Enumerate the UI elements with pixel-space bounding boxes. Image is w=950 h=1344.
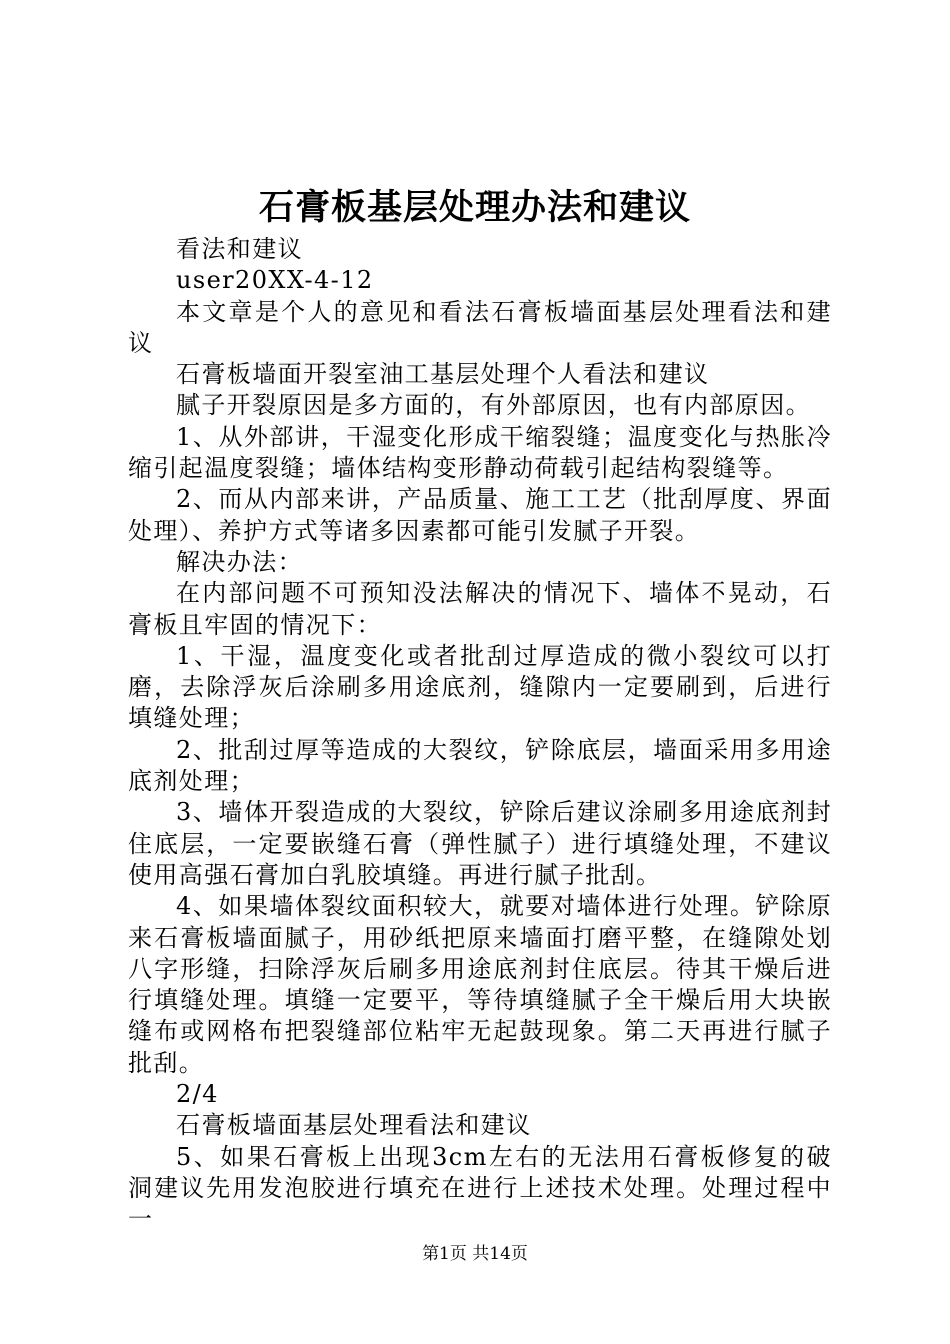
paragraph: 看法和建议 <box>176 235 303 263</box>
paragraph: 腻子开裂原因是多方面的，有外部原因，也有内部原因。 <box>176 391 811 420</box>
paragraph: 1、干湿，温度变化或者批刮过厚造成的微小裂纹可以打磨，去除浮灰后涂刷多用途底剂，缝隙内一定要刷到，后进行填缝处理； <box>128 641 832 733</box>
page-footer: 第1页 共14页 <box>422 1244 528 1264</box>
paragraph: 1、从外部讲，干湿变化形成干缩裂缝；温度变化与热胀冷缩引起温度裂缝；墙体结构变形静动荷载引起结构裂缝等。 <box>128 422 832 483</box>
paragraph: 石膏板墙面开裂室油工基层处理个人看法和建议 <box>176 360 710 389</box>
paragraph: 3、墙体开裂造成的大裂纹，铲除后建议涂刷多用途底剂封住底层，一定要嵌缝石膏（弹性腻子）进行填缝处理，不建议使用高强石膏加白乳胶填缝。再进行腻子批刮。 <box>128 798 832 889</box>
document-body <box>128 234 832 1236</box>
paragraph: 2、而从内部来讲，产品质量、施工工艺（批刮厚度、界面处理）、养护方式等诸多因素都可能引发腻子开裂。 <box>128 485 832 545</box>
paragraph: 5、如果石膏板上出现3cm左右的无法用石膏板修复的破洞建议先用发泡胶进行填充在进行上述技术处理。处理过程中一 <box>128 1142 832 1234</box>
paragraph: 2、批刮过厚等造成的大裂纹，铲除底层，墙面采用多用途底剂处理； <box>128 735 832 796</box>
paragraph: 在内部问题不可预知没法解决的情况下、墙体不晃动，石膏板且牢固的情况下： <box>128 579 832 639</box>
paragraph: 4、如果墙体裂纹面积较大，就要对墙体进行处理。铲除原来石膏板墙面腻子，用砂纸把原来墙面打磨平整，在缝隙处划八字形缝，扫除浮灰后刷多用途底剂封住底层。待其干燥后进行填缝处理。填缝一定要平，等待填缝腻子全干燥后用大块嵌缝布或网格布把裂缝部位粘牢无起鼓现象。第二天再进行腻子批刮。 <box>128 892 832 1077</box>
paragraph: 石膏板墙面基层处理看法和建议 <box>176 1111 532 1140</box>
paragraph: 本文章是个人的意见和看法石膏板墙面基层处理看法和建议 <box>128 297 832 357</box>
paragraph: user20XX-4-12 <box>176 266 374 295</box>
document-title: 石膏板基层处理办法和建议 <box>258 187 691 228</box>
paragraph: 解决办法： <box>176 547 303 576</box>
paragraph: 2/4 <box>176 1080 219 1109</box>
